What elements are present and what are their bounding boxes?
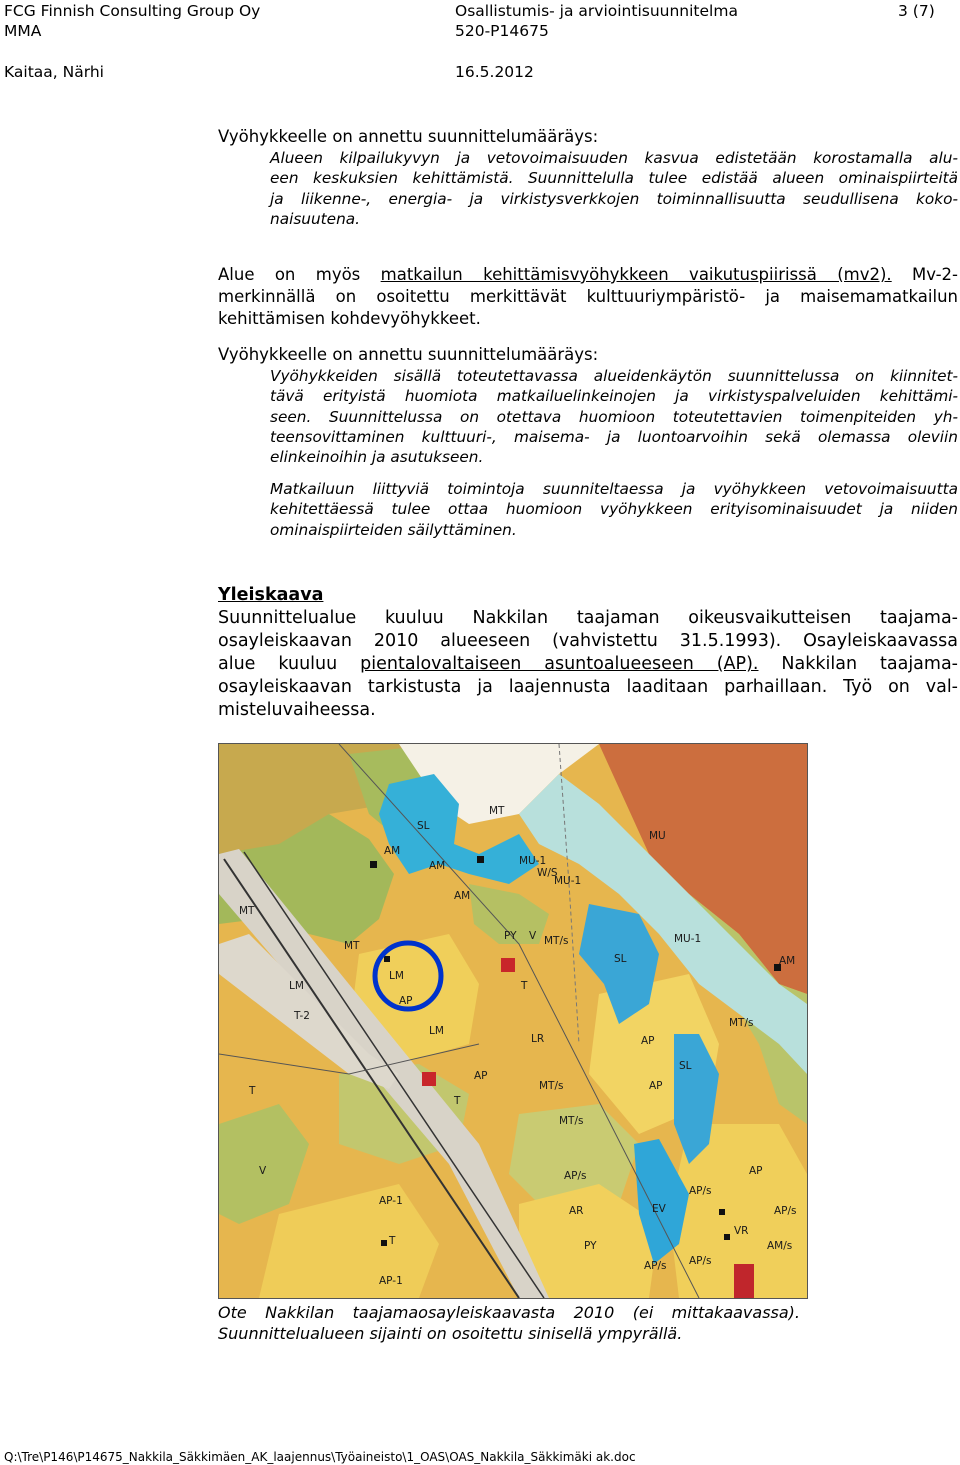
map-label: PY: [584, 1240, 597, 1252]
map-label: SL: [614, 953, 627, 965]
map-label: AM: [429, 860, 446, 872]
map-label: T: [454, 1095, 461, 1107]
map-caption: Ote Nakkilan taajamaosayleiskaavasta 2010 (ei mittakaavassa). Suunnittelualueen sijainti on osoitettu sinisellä ympyrällä.: [218, 1303, 800, 1343]
document-number: 520-P14675: [455, 22, 549, 40]
map-label: T-2: [294, 1010, 310, 1022]
map-label: AP/s: [689, 1185, 712, 1197]
block2-quote: Vyöhykkeiden sisällä toteutettavassa alueidenkäytön suunnittelussa on kiinnitet- tävä erityistä huomiota matkailuelinkeinojen ja virkistyspalveluiden kehittämi- seen. Suunnittelussa on otettava huomioon toteutettavien toimenpiteiden yh- teensovittaminen kulttuuri-, maisema- ja luontoarvoihin sekä olemassa oleviin elinkeinoihin ja asutukseen.: [270, 367, 958, 467]
map-label: AP/s: [564, 1170, 587, 1182]
yleiskaava-section: Yleiskaava Suunnittelualue kuuluu Nakkilan taajaman oikeusvaikutteisen taajama- osayleiskaavan 2010 alueeseen (vahvistettu 31.5.1993). Osayleiskaavassa alue kuuluu pientalovaltaiseen asuntoalueeseen (AP). Nakkilan taajama- osayleiskaavan tarkistusta ja laajennusta laaditaan parhaillaan. Työ on val- misteluvaiheessa.: [218, 585, 958, 720]
map-label: AM/s: [767, 1240, 793, 1252]
file-path-footer: Q:\Tre\P146\P14675_Nakkila_Säkkimäen_AK_laajennus\Työaineisto\1_OAS\OAS_Nakkila_Säkkimäki ak.doc: [4, 1450, 636, 1464]
map-graphic: [219, 744, 807, 1298]
block2-intro: Vyöhykkeelle on annettu suunnittelumääräys:: [218, 345, 599, 364]
map-label: AP: [474, 1070, 488, 1082]
tourism-zone-paragraph: Alue on myös matkailun kehittämisvyöhykkeen vaikutuspiirissä (mv2). Mv-2- merkinnällä on osoitettu merkittävät kulttuuriympäristö- ja maisemamatkailun kehittämisen kohdevyöhykkeet.: [218, 265, 959, 328]
map-label: MU-1: [519, 855, 547, 867]
map-label: AP-1: [379, 1275, 403, 1287]
map-label: EV: [652, 1203, 666, 1215]
map-label: AP: [399, 995, 413, 1007]
map-label: AP/s: [644, 1260, 667, 1272]
map-label: AR: [569, 1205, 584, 1217]
map-label: AM: [454, 890, 471, 902]
map-label: AP/s: [689, 1255, 712, 1267]
map-label: SL: [679, 1060, 692, 1072]
company-abbr: MMA: [4, 22, 42, 40]
map-label: MU-1: [674, 933, 702, 945]
map-label: V: [259, 1165, 267, 1177]
authors: Kaitaa, Närhi: [4, 63, 104, 81]
map-label: AM: [779, 955, 796, 967]
map-label: MT/s: [729, 1017, 754, 1029]
map-label: MT/s: [559, 1115, 584, 1127]
map-label: PY: [504, 930, 517, 942]
ap-zone-link[interactable]: pientalovaltaiseen asuntoalueeseen (AP).: [360, 654, 759, 674]
map-label: MT: [344, 940, 360, 952]
map-label: AM: [384, 845, 401, 857]
map-label: MU: [649, 830, 666, 842]
map-label: MT/s: [539, 1080, 564, 1092]
map-label: V: [529, 930, 537, 942]
document-date: 16.5.2012: [455, 63, 534, 81]
map-label: W/S: [537, 867, 558, 879]
map-label: VR: [734, 1225, 749, 1237]
map-label: LM: [289, 980, 304, 992]
map-label: LM: [429, 1025, 444, 1037]
map-label: T: [249, 1085, 256, 1097]
yleiskaava-heading: Yleiskaava: [218, 585, 324, 605]
map-label: SL: [417, 820, 430, 832]
map-label: T: [521, 980, 528, 992]
map-label: MT: [239, 905, 255, 917]
map-label: MT: [489, 805, 505, 817]
map-label: AP: [749, 1165, 763, 1177]
block1-quote: Alueen kilpailukyvyn ja vetovoimaisuuden kasvua edistetään korostamalla alu- een keskuksien kehittämistä. Suunnittelulla tulee edistää alueen ominaispiirteitä ja liikenne-, energia- ja virkistysverkkojen toiminnallisuutta seudullisena koko- naisuutena.: [270, 149, 958, 228]
map-label: LR: [531, 1033, 545, 1045]
tourism-zone-link[interactable]: matkailun kehittämisvyöhykkeen vaikutuspiirissä (mv2).: [380, 265, 892, 284]
map-label: AP: [641, 1035, 655, 1047]
page-number: 3 (7): [898, 2, 935, 20]
map-label: AP-1: [379, 1195, 403, 1207]
block1-intro: Vyöhykkeelle on annettu suunnittelumääräys:: [218, 127, 599, 146]
map-label: MU-1: [554, 875, 582, 887]
map-label: AP/s: [774, 1205, 797, 1217]
company-name: FCG Finnish Consulting Group Oy: [4, 2, 261, 20]
map-label: MT/s: [544, 935, 569, 947]
map-label: LM: [389, 970, 404, 982]
map-label: AP: [649, 1080, 663, 1092]
map-label: T: [389, 1235, 396, 1247]
block2-quote-2: Matkailuun liittyviä toimintoja suunniteltaessa ja vyöhykkeen vetovoimaisuutta kehitettäessä tulee ottaa huomioon vyöhykkeen erityisominaisuudet ja niiden ominaispiirteiden säilyttäminen.: [270, 480, 958, 539]
master-plan-map: [218, 743, 808, 1299]
document-title: Osallistumis- ja arviointisuunnitelma: [455, 2, 738, 20]
